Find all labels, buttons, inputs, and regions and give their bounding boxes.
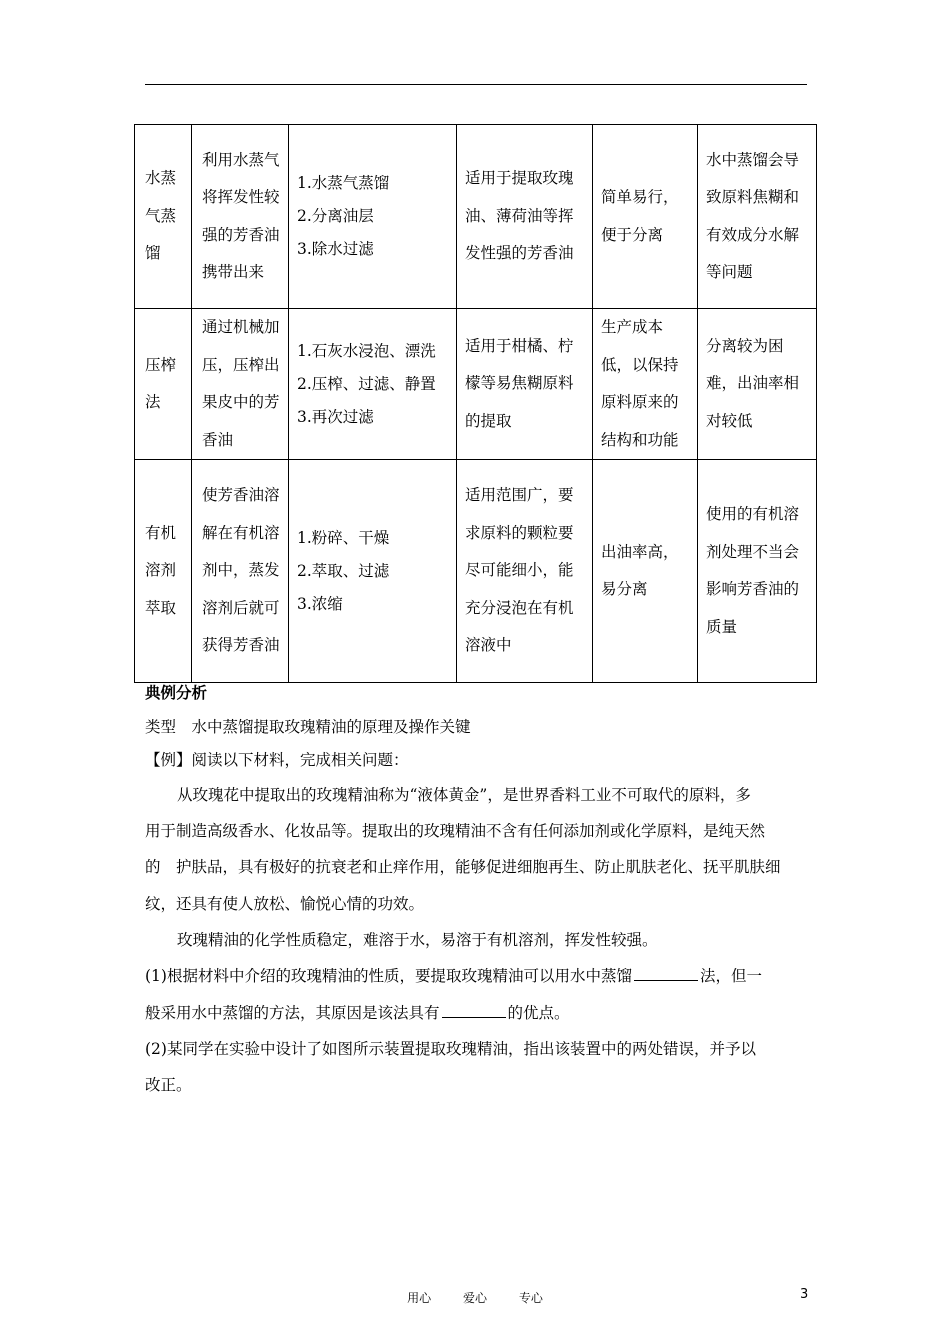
question-1-line — [145, 966, 762, 986]
principle-cell: 通过机械加压，压榨出果皮中的芳香油 — [192, 309, 289, 460]
method-cell: 水蒸气蒸馏 — [135, 125, 192, 309]
scope-cell: 适用于柑橘、柠檬等易焦糊原料的提取 — [457, 309, 593, 460]
step-item: 3.除水过滤 — [297, 240, 374, 258]
steps-cell — [289, 309, 457, 460]
table-row — [135, 125, 817, 309]
table-row — [135, 460, 817, 683]
table-row — [135, 309, 817, 460]
paragraph-line: 玫瑰精油的化学性质稳定，难溶于水，易溶于有机溶剂，挥发性较强。 — [177, 931, 658, 949]
step-item: 3.再次过滤 — [297, 407, 374, 426]
step-item: 1.水蒸气蒸馏 — [297, 174, 390, 192]
advantage-cell: 简单易行，便于分离 — [593, 125, 698, 309]
steps-cell — [289, 460, 457, 683]
paragraph-line: 纹，还具有使人放松、愉悦心情的功效。 — [145, 895, 425, 913]
question-text: (1)根据材料中介绍的玫瑰精油的性质，要提取玫瑰精油可以用水中蒸馏 — [145, 967, 632, 985]
section-heading: 典例分析 — [145, 683, 208, 702]
header-rule — [145, 84, 807, 85]
page-number: 3 — [800, 1287, 809, 1302]
question-text: 的优点。 — [507, 1004, 570, 1022]
example-line: 【例】阅读以下材料，完成相关问题： — [145, 751, 409, 769]
question-text: 法，但一 — [699, 967, 762, 985]
footer-item: 用心 — [407, 1291, 432, 1305]
step-item: 2.萃取、过滤 — [297, 561, 390, 580]
footer-item: 爱心 — [462, 1291, 487, 1305]
question-2-line: 改正。 — [145, 1076, 192, 1094]
scope-cell: 适用范围广，要求原料的颗粒要尽可能细小，能充分浸泡在有机溶液中 — [457, 460, 593, 683]
limitation-cell: 使用的有机溶剂处理不当会影响芳香油的质量 — [698, 460, 817, 683]
paragraph-line: 用于制造高级香水、化妆品等。提取出的玫瑰精油不含有任何添加剂或化学原料，是纯天然 — [145, 822, 766, 840]
principle-cell: 使芳香油溶解在有机溶剂中，蒸发溶剂后就可获得芳香油 — [192, 460, 289, 683]
footer-item: 专心 — [518, 1291, 543, 1305]
limitation-cell: 分离较为困难，出油率相对较低 — [698, 309, 817, 460]
steps-cell — [289, 125, 457, 309]
paragraph-line: 从玫瑰花中提取出的玫瑰精油称为“液体黄金”，是世界香料工业不可取代的原料，多 — [177, 786, 751, 804]
method-cell: 压榨法 — [135, 309, 192, 460]
step-item: 2.压榨、过滤、静置 — [297, 374, 436, 393]
answer-blank[interactable] — [442, 1003, 506, 1018]
advantage-cell: 生产成本低，以保持原料原来的结构和功能 — [593, 309, 698, 460]
question-2-line: (2)某同学在实验中设计了如图所示装置提取玫瑰精油，指出该装置中的两处错误，并予以 — [145, 1040, 756, 1058]
scope-cell: 适用于提取玫瑰油、薄荷油等挥发性强的芳香油 — [457, 125, 593, 309]
step-item: 2.分离油层 — [297, 207, 374, 225]
paragraph-line: 的 护肤品，具有极好的抗衰老和止痒作用，能够促进细胞再生、防止肌肤老化、抚平肌肤细 — [145, 858, 781, 876]
question-text: 般采用水中蒸馏的方法，其原因是该法具有 — [145, 1004, 440, 1022]
question-1-line — [145, 1003, 570, 1023]
principle-cell: 利用水蒸气将挥发性较强的芳香油携带出来 — [192, 125, 289, 309]
step-item: 3.浓缩 — [297, 594, 343, 613]
type-line: 类型 水中蒸馏提取玫瑰精油的原理及操作关键 — [145, 718, 471, 736]
advantage-cell: 出油率高，易分离 — [593, 460, 698, 683]
answer-blank[interactable] — [634, 966, 698, 981]
limitation-cell: 水中蒸馏会导致原料焦糊和有效成分水解等问题 — [698, 125, 817, 309]
step-item: 1.粉碎、干燥 — [297, 528, 390, 547]
step-item: 1.石灰水浸泡、漂洗 — [297, 341, 436, 360]
method-cell: 有机溶剂萃取 — [135, 460, 192, 683]
extraction-methods-table — [134, 124, 817, 683]
